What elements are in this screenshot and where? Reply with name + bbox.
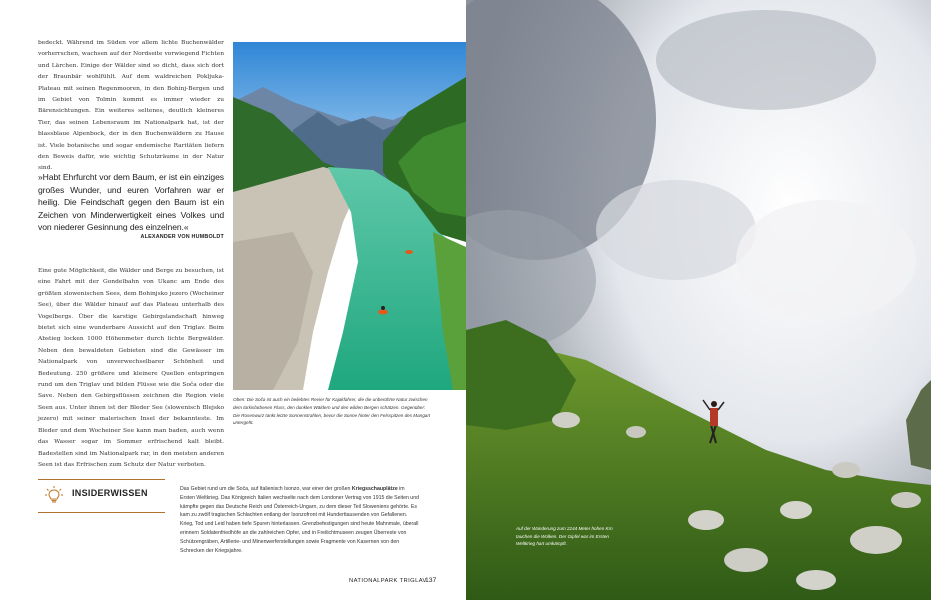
- running-footer: NATIONALPARK TRIGLAV: [349, 578, 427, 584]
- lightbulb-icon: [44, 485, 64, 505]
- soca-river-illustration: [233, 42, 466, 390]
- insider-divider-bottom: [38, 512, 165, 513]
- mountain-photo-caption: Auf der Wanderung zum 2244 Meter hohen Krn tauchen die Wolken. Der Gipfel war im Ersten Weltkrieg hart umkämpft.: [516, 526, 613, 547]
- insider-text: Das Gebiet rund um die Soča, auf Italienisch Isonzo, war einer der großen Kriegsschauplätze im Ersten Weltkrieg. Das Königreich Italien wechselte nach dem Londoner Vertrag von 1915 die Seiten und kämpfte gegen das Deutsche Reich und Österreich-Ungarn, zu dem dieser Teil Sloweniens gehörte. Es kam zu zwölf tragischen Schlachten entlang der Isonzofront mit Hunderttausenden von Gefallenen. Krieg, Tod und Leid haben tiefe Spuren hinterlassen. Grenzbefestigungen sind heute Mahnmale, überall erinnern Soldatenfriedhöfe an die zahlreichen Opfer, und in Freilichtmuseen zeugen Überreste von Schützengräben, Artillerie- und Minenwerferstellungen sowie Fragmente von Kasernen von den Schrecken der Kriegsjahre.: [180, 486, 419, 554]
- insider-divider-top: [38, 479, 165, 480]
- mountain-hiker-photo: [466, 0, 931, 600]
- humboldt-quote: »Habt Ehrfurcht vor dem Baum, er ist ein einziges großes Wunder, und euren Vorfahren war er heilig. Die Feindschaft gegen den Baum ist ein Zeichen von Minderwertigkeit eines Volkes und von niederer Gesinnung des einzelnen.«: [38, 172, 224, 233]
- soca-river-photo: [233, 42, 466, 390]
- right-page: [466, 0, 931, 600]
- body-paragraph: Eine gute Möglichkeit, die Wälder und Berge zu besuchen, ist eine Fahrt mit der Gondelbahn von Ukanc am Ende des größten slowenischen Sees, dem Bohinjsko jezero (Wocheiner See), über die Wälder hinauf auf das Plateau unterhalb des Vogelbergs. Über die karstige Gebirgslandschaft hinweg bietet sich eine wunderbare Aussicht auf den Triglav. Beim Abstieg locken 1000 Höhenmeter durch lichte Bergwälder. Neben den bewaldeten Gebieten sind die Gewässer im Nationalpark von unverwechselbarer Schönheit und Bedeutung. 250 größere und kleinere Quellen entspringen rund um den Triglav und bilden Flüsse wie die Soča oder die Save. Neben den Gebirgsflüssen zeichnen die Region viele Seen aus. Unter ihnen ist der Bleder See (slowenisch Blejsko jezero) mit seiner malerischen Insel der bekannteste. Im Bleder und dem Wocheiner See kann man baden, auch wenn das Wasser sogar im Sommer erfrischend kalt bleibt. Badestellen sind im Nationalpark rar, in den meisten anderen Seen ist das Erfrischen zum Schutz der Natur verboten.: [38, 268, 224, 468]
- quote-author: ALEXANDER VON HUMBOLDT: [140, 234, 224, 240]
- insider-bold-term: Kriegsschauplätze: [351, 486, 398, 492]
- intro-paragraph: bedeckt. Während im Süden vor allem lichte Buchenwälder vorherrschen, wachsen auf der Nordseite vorwiegend Fichten und Lärchen. Einige der Wälder sind so dicht, dass sich dort der Braunbär wohlfühlt. Auf dem waldreichen Pokljuka-Plateau mit seinen Regenmooren, in den Bohinj-Bergen und im Gebiet von Tolmin kommt es immer wieder zu Bärensichtungen. Ein weiteres seltenes, deutlich kleineres Tier, das seinen Lebensraum im Nationalpark hat, ist der blassblaue Alpenbock, der in den Buchenwäldern zu Hause ist. Viele botanische und sogar endemische Raritäten liefern den Beweis dafür, wie wichtig Schutzräume in der Natur sind.: [38, 40, 224, 172]
- page-number: 137: [425, 577, 437, 584]
- river-photo-caption: Oben: Die Soča ist auch ein beliebtes Revier für Kajakfahrer, die die unberührte Natur zwischen dem türkisfarbenen Fluss, den dunklen Wäldern und den wilden Bergen schätzen. Gegenüber: Die Rosenwurz tankt letzte Sonnenstrahlen, bevor die Sonne hinter den Felsspitzen des Mangart untergeht.: [233, 397, 431, 426]
- insider-title: INSIDERWISSEN: [72, 488, 148, 498]
